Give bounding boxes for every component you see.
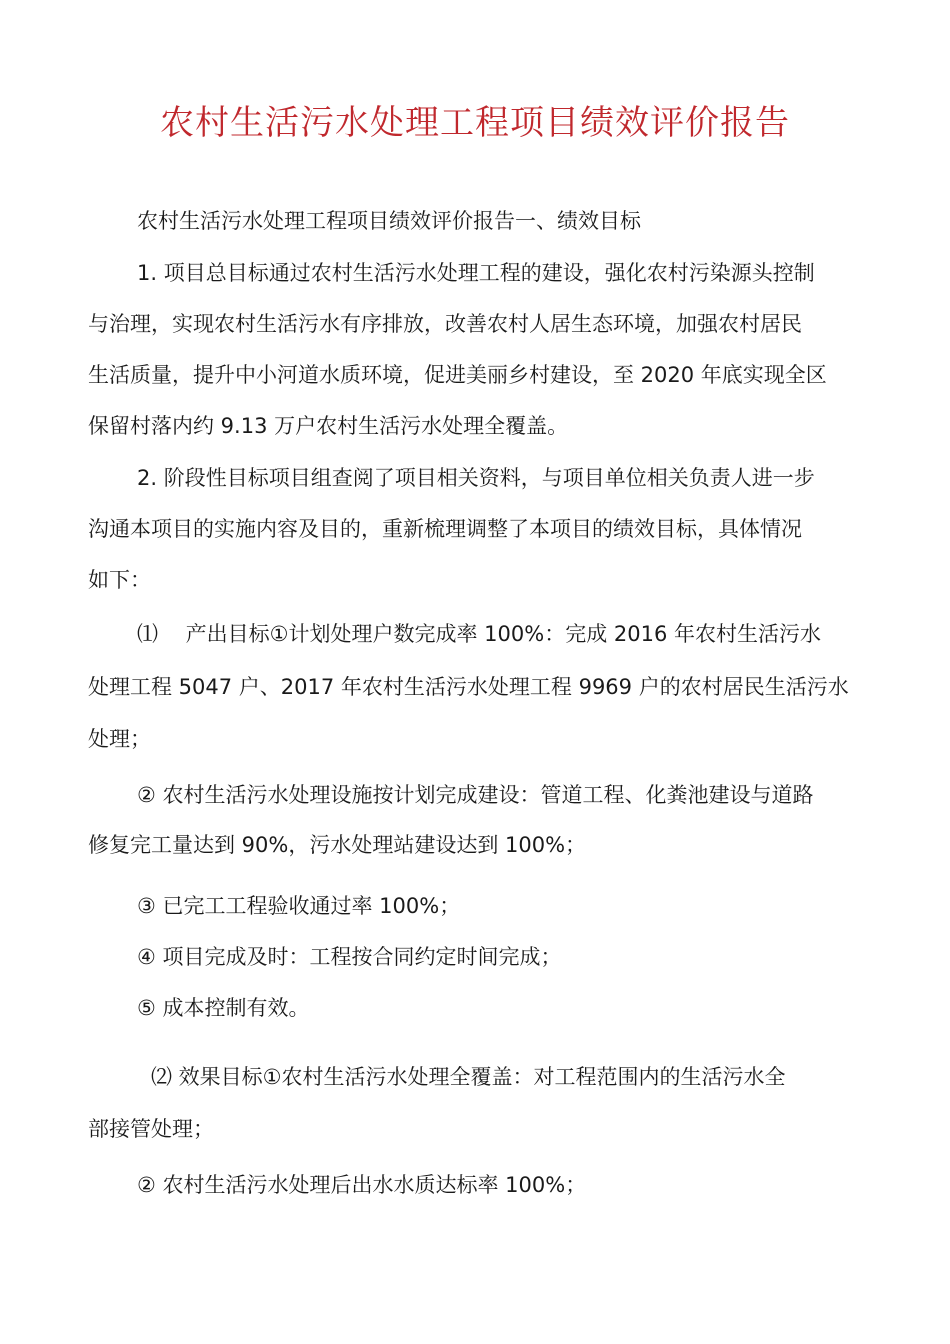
paragraph-effect-goal-line-2: 部接管处理； bbox=[88, 1117, 214, 1141]
paragraph-overall-goal-line-4: 保留村落内约 9.13 万户农村生活污水处理全覆盖。 bbox=[88, 414, 569, 438]
paragraph-overall-goal-line-3: 生活质量，提升中小河道水质环境，促进美丽乡村建设，至 2020 年底实现全区 bbox=[88, 363, 827, 387]
paragraph-overall-goal-line-2: 与治理，实现农村生活污水有序排放，改善农村人居生态环境，加强农村居民 bbox=[88, 312, 802, 336]
paragraph-output-goal-line-3: 处理； bbox=[88, 727, 151, 751]
paragraph-output-goal-line-1: ⑴ 产出目标①计划处理户数完成率 100%：完成 2016 年农村生活污水 bbox=[137, 622, 822, 646]
list-item-2-line-2: 修复完工量达到 90%，污水处理站建设达到 100%； bbox=[88, 833, 587, 857]
paragraph-stage-goal-line-3: 如下： bbox=[88, 568, 151, 592]
list-item-2-line-1: ② 农村生活污水处理设施按计划完成建设：管道工程、化粪池建设与道路 bbox=[137, 783, 814, 807]
section-heading-performance-goals: 农村生活污水处理工程项目绩效评价报告一、绩效目标 bbox=[137, 209, 641, 233]
list-item-4: ④ 项目完成及时：工程按合同约定时间完成； bbox=[137, 945, 562, 969]
paragraph-stage-goal-line-1: 2. 阶段性目标项目组查阅了项目相关资料，与项目单位相关负责人进一步 bbox=[137, 466, 815, 490]
paragraph-stage-goal-line-2: 沟通本项目的实施内容及目的，重新梳理调整了本项目的绩效目标，具体情况 bbox=[88, 517, 802, 541]
list-item-3: ③ 已完工工程验收通过率 100%； bbox=[137, 894, 461, 918]
paragraph-output-goal-line-2: 处理工程 5047 户、2017 年农村生活污水处理工程 9969 户的农村居民生活污水 bbox=[88, 675, 849, 699]
paragraph-overall-goal-line-1: 1. 项目总目标通过农村生活污水处理工程的建设，强化农村污染源头控制 bbox=[137, 261, 815, 285]
paragraph-effect-goal-line-1: ⑵ 效果目标①农村生活污水处理全覆盖：对工程范围内的生活污水全 bbox=[151, 1065, 786, 1089]
list-item-effect-2: ② 农村生活污水处理后出水水质达标率 100%； bbox=[137, 1173, 587, 1197]
list-item-5: ⑤ 成本控制有效。 bbox=[137, 996, 310, 1020]
page-title: 农村生活污水处理工程项目绩效评价报告 bbox=[160, 103, 790, 143]
